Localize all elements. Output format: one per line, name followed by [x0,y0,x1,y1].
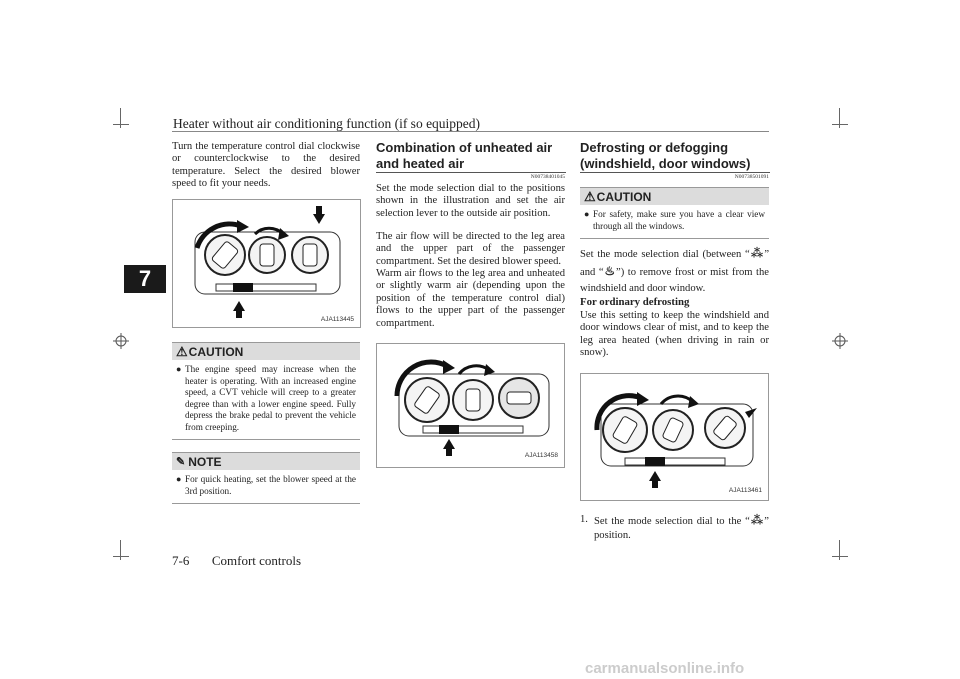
note-item [172,470,360,503]
text-span: ”) to remove frost or mist from the windshield and door window. [580,267,769,294]
caution-label: CAUTION [188,344,244,359]
figure-heater-panel-2 [376,343,565,468]
windshield-defrost-icon: ⁂ [749,513,765,527]
heading-rule [376,172,566,173]
crop-mark [839,108,840,128]
crop-mark [832,556,848,557]
heater-panel-illustration [377,344,564,467]
note-label: NOTE [188,454,222,469]
caution-text: For safety, make sure you have a clear view through all the windows. [593,209,765,231]
page-header-title: Heater without air conditioning function (if so equipped) [173,116,481,131]
crop-mark [832,124,848,125]
caution-text: The engine speed may increase when the heater is operating. With an increased engine speed, a CVT vehicle will creep to a greater degree than with a lower engine speed. Fully depress the brake pedal to prevent the vehicle from creeping. [185,364,356,432]
step-item [580,513,769,543]
section-name: Comfort controls [211,553,302,568]
section-heading-combination: Combination of unheated air and heated air [376,140,553,171]
crop-mark [839,540,840,560]
heading-rule [580,172,770,173]
caution-box [580,187,769,239]
figure-heater-panel-3 [580,373,769,501]
page-number: 7-6 [172,553,190,568]
note-text: For quick heating, set the blower speed at the 3rd position. [185,474,356,496]
crop-mark [113,556,129,557]
windshield-defrost-icon: ⁂ [749,246,765,260]
section-code: N00738401045 [530,174,565,180]
step-number: 1. [580,514,588,525]
bullet-icon: ● [584,209,590,219]
heater-panel-illustration [173,200,360,327]
crop-mark [120,108,121,128]
caution-title [172,343,360,360]
bullet-icon: ● [176,364,182,374]
text-span: Set the mode selection dial (between “ [580,249,750,260]
paragraph: Use this setting to keep the windshield and door windows clear of mist, and to keep the leg area heated (when driving in rain or snow). [580,310,769,359]
text-span: Set the mode selection dial to the “ [594,516,750,527]
page-footer [172,553,301,569]
figure-label: AJA113458 [524,452,558,459]
section-code: N00738501091 [734,174,769,180]
header-rule [172,131,769,132]
warning-triangle-icon: ⚠ [584,188,596,204]
step-text [594,513,769,543]
crop-mark [120,540,121,560]
caution-label: CAUTION [596,189,652,204]
caution-title [580,188,769,205]
watermark[interactable]: carmanualsonline.info [585,660,745,677]
warning-triangle-icon: ⚠ [176,343,188,359]
text-span: ” and “ [580,249,770,278]
bullet-icon: ● [176,474,182,484]
registration-mark-icon [113,333,129,349]
caution-box [172,342,360,440]
windshield-icon: ♨ [603,264,617,278]
intro-paragraph: Turn the temperature control dial clockwise or counterclockwise to the desired temperature. Select the desired blower speed to fit your needs. [172,141,360,190]
note-title [172,453,360,470]
chapter-tab: 7 [124,265,166,293]
defrost-paragraph [580,245,769,297]
registration-mark-icon [832,333,848,349]
caution-item [172,360,360,439]
paragraph: Set the mode selection dial to the positions shown in the illustration and set the air selection lever to the outside air position. [376,183,565,219]
subheading-ordinary-defrosting: For ordinary defrosting [580,296,690,308]
heater-panel-illustration [581,374,768,500]
section-heading-defrosting: Defrosting or defogging (windshield, door windows) [580,140,751,171]
figure-label: AJA113461 [728,487,762,494]
note-pencil-icon: ✎ [176,456,186,468]
crop-mark [113,124,129,125]
text-span: ” position. [594,516,769,541]
figure-label: AJA113445 [320,316,354,323]
paragraph: Warm air flows to the leg area and unheated or slightly warm air (depending upon the position of the temperature control dial) flows to the upper part of the passenger compartment. [376,268,565,329]
note-box [172,452,360,504]
figure-heater-panel-1 [172,199,361,328]
paragraph: The air flow will be directed to the leg area and the upper part of the passenger compartment. Set the desired blower speed. [376,231,565,267]
caution-item [580,205,769,238]
